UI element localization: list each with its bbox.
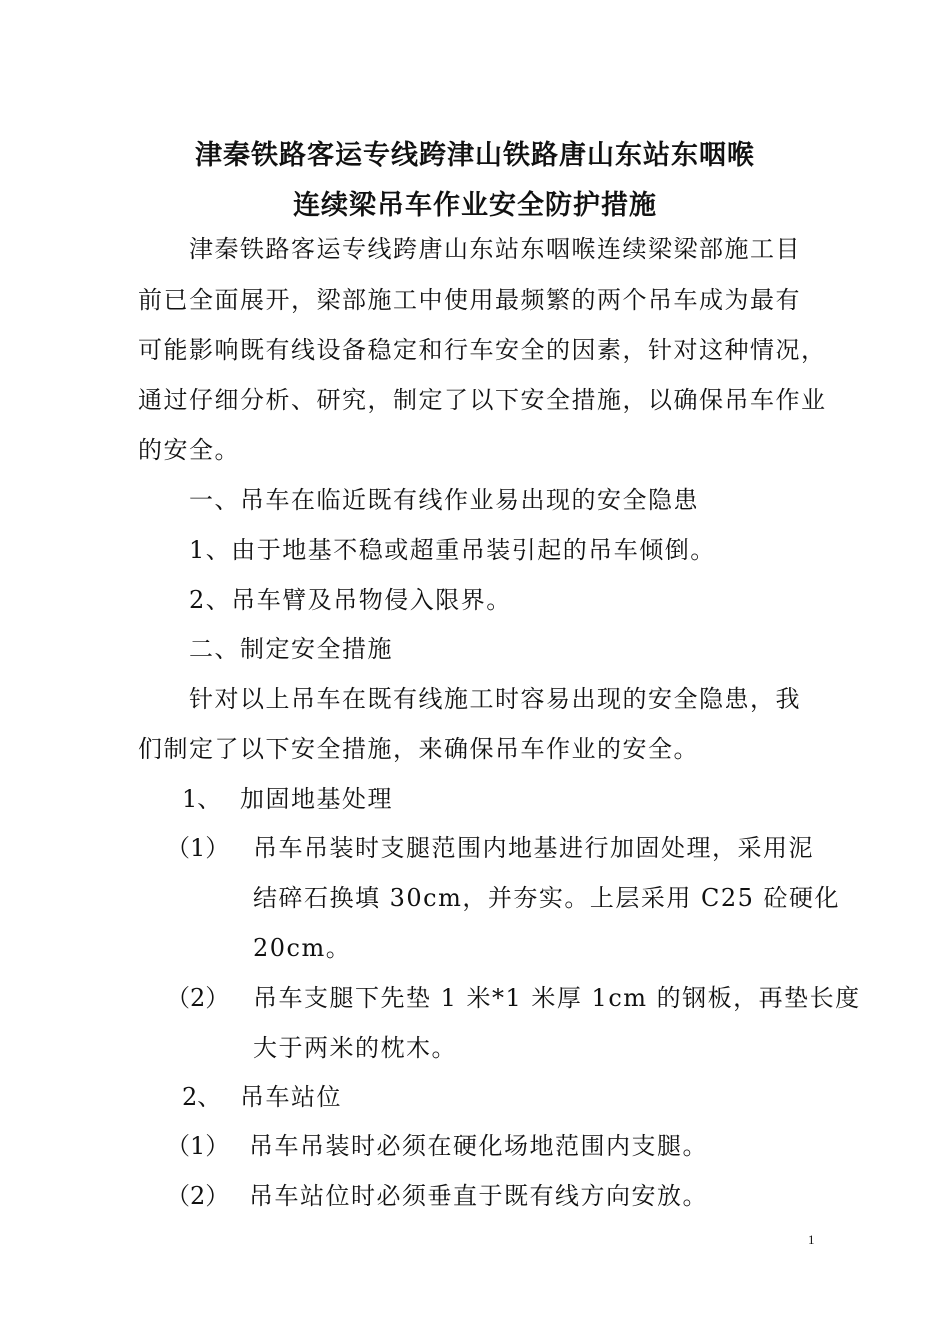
section2-intro-line1: 针对以上吊车在既有线施工时容易出现的安全隐患，我 xyxy=(189,685,801,713)
sub2-item1-number: （1） xyxy=(166,1132,230,1160)
document-title-line2: 连续梁吊车作业安全防护措施 xyxy=(293,190,657,221)
sub1-item2-line2: 大于两米的枕木。 xyxy=(253,1034,457,1062)
intro-line-1: 津秦铁路客运专线跨唐山东站东咽喉连续梁梁部施工目 xyxy=(189,235,801,263)
sub1-item2-number: （2） xyxy=(166,984,230,1012)
intro-line-2: 前已全面展开，梁部施工中使用最频繁的两个吊车成为最有 xyxy=(138,286,801,314)
sub1-item1-number: （1） xyxy=(166,834,230,862)
section1-heading: 一、吊车在临近既有线作业易出现的安全隐患 xyxy=(189,486,699,514)
intro-line-4: 通过仔细分析、研究，制定了以下安全措施，以确保吊车作业 xyxy=(138,386,827,414)
intro-line-5: 的安全。 xyxy=(138,436,240,464)
section2-heading: 二、制定安全措施 xyxy=(189,635,393,663)
sub1-heading: 加固地基处理 xyxy=(240,785,393,813)
sub1-item2-line1: 吊车支腿下先垫 1 米*1 米厚 1cm 的钢板，再垫长度 xyxy=(253,984,861,1012)
sub1-item1-line1: 吊车吊装时支腿范围内地基进行加固处理，采用泥 xyxy=(253,834,814,862)
sub2-heading: 吊车站位 xyxy=(240,1083,342,1111)
sub2-item2-number: （2） xyxy=(166,1182,230,1210)
section1-item-2: 2、吊车臂及吊物侵入限界。 xyxy=(189,586,512,614)
sub1-number: 1、 xyxy=(182,785,222,813)
section2-intro-line2: 们制定了以下安全措施，来确保吊车作业的安全。 xyxy=(138,735,699,763)
sub2-number: 2、 xyxy=(182,1083,222,1111)
intro-line-3: 可能影响既有线设备稳定和行车安全的因素，针对这种情况， xyxy=(138,336,827,364)
sub1-item1-line2: 结碎石换填 30cm，并夯实。上层采用 C25 砼硬化 xyxy=(253,884,841,912)
page-number: 1 xyxy=(808,1232,815,1247)
sub2-item1-line1: 吊车吊装时必须在硬化场地范围内支腿。 xyxy=(249,1132,708,1160)
sub2-item2-line1: 吊车站位时必须垂直于既有线方向安放。 xyxy=(249,1182,708,1210)
section1-item-1: 1、由于地基不稳或超重吊装引起的吊车倾倒。 xyxy=(189,536,716,564)
document-title-line1: 津秦铁路客运专线跨津山铁路唐山东站东咽喉 xyxy=(195,140,755,171)
sub1-item1-line3: 20cm。 xyxy=(253,934,352,962)
